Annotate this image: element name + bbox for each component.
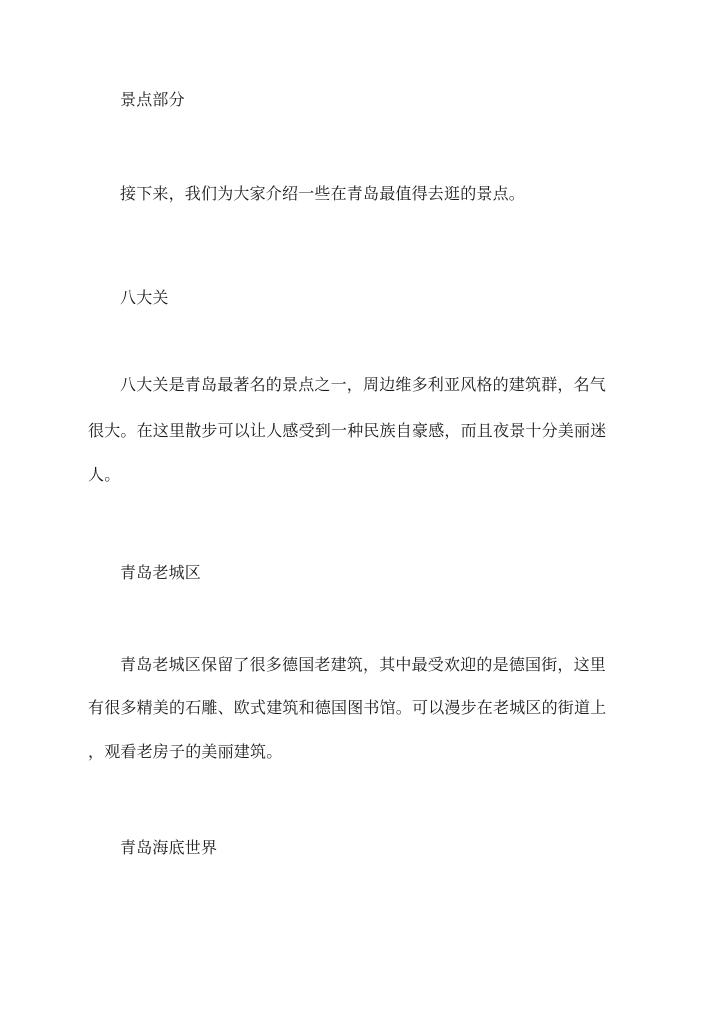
section-heading-underwater-world: 青岛海底世界: [120, 838, 218, 857]
section-heading-old-town: 青岛老城区: [120, 563, 202, 582]
paragraph-line: 很大。在这里散步可以让人感受到一种民族自豪感，而且夜景十分美丽迷: [88, 421, 607, 440]
section-heading-badaguan: 八大关: [120, 288, 169, 307]
paragraph-line: 青岛老城区保留了很多德国老建筑，其中最受欢迎的是德国街，这里: [120, 655, 607, 674]
paragraph-line: 有很多精美的石雕、欧式建筑和德国图书馆。可以漫步在老城区的街道上: [88, 698, 607, 717]
section-heading-scenic-spots: 景点部分: [120, 90, 185, 109]
paragraph-line: ，观看老房子的美丽建筑。: [88, 742, 283, 761]
intro-paragraph: 接下来，我们为大家介绍一些在青岛最值得去逛的景点。: [120, 184, 526, 203]
paragraph-line: 八大关是青岛最著名的景点之一，周边维多利亚风格的建筑群，名气: [120, 375, 607, 394]
paragraph-line: 人。: [88, 465, 121, 484]
